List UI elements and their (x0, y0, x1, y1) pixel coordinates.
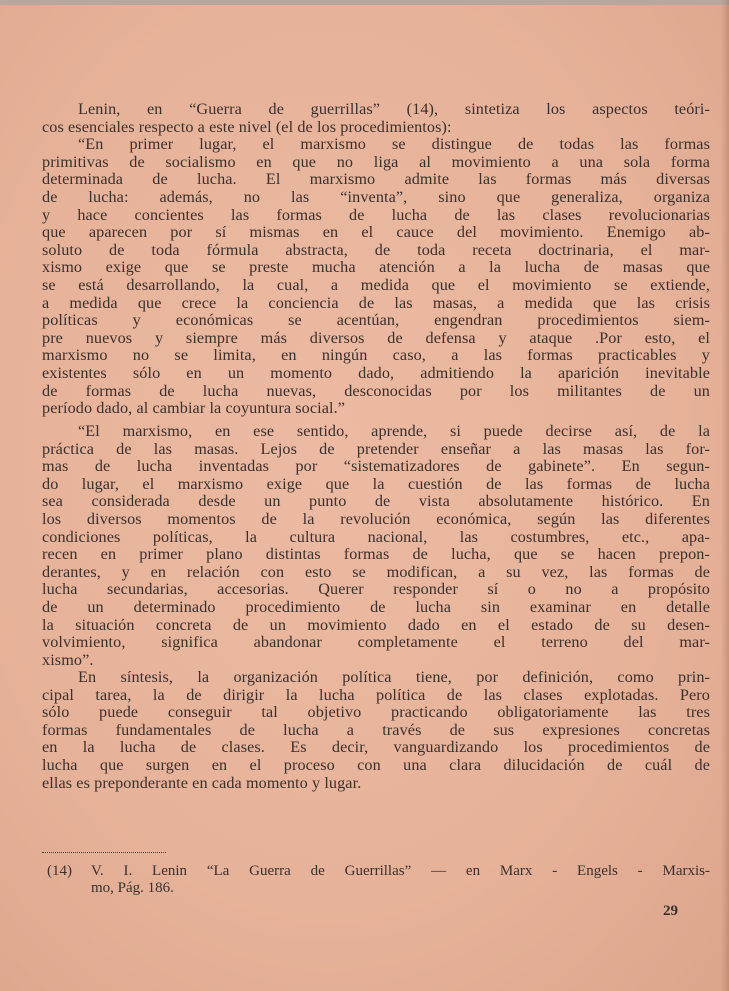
text-line: práctica de las masas. Lejos de pretender enseñar a las masas las for- (42, 439, 710, 458)
text-line: “El marxismo, en ese sentido, aprende, si puede decirse así, de la (78, 422, 710, 440)
text-line: período dado, al cambiar la coyuntura social.” (42, 399, 346, 418)
text-line: cos esenciales respecto a este nivel (el de los procedimientos): (42, 117, 452, 136)
text-line: pre nuevos y siempre más diversos de defensa y ataque .Por esto, el (42, 328, 710, 347)
text-line: y hace concientes las formas de lucha de las clases revolucionarias (42, 205, 710, 224)
text-line: xismo”. (42, 650, 94, 669)
text-line: xismo exige que se preste mucha atención a la lucha de masas que (42, 258, 710, 277)
text-line: formas fundamentales de lucha a través de sus expresiones concretas (42, 720, 710, 739)
text-line: lucha secundarias, accesorias. Querer responder sí o no a propósito (42, 580, 710, 599)
text-line: “En primer lugar, el marxismo se distingue de todas las formas (78, 135, 710, 154)
text-line: la situación concreta de un movimiento dado en el estado de su desen- (42, 615, 710, 634)
text-line: condiciones políticas, la cultura nacional, las costumbres, etc., apa- (42, 527, 710, 546)
footnote-line: mo, Pág. 186. (91, 880, 174, 896)
text-line: mas de lucha inventadas por “sistematizadores de gabinete”. En segun- (42, 457, 710, 476)
text-line: de un determinado procedimiento de lucha sin examinar en detalle (42, 597, 710, 616)
paragraph-marxism-learns (42, 423, 710, 669)
text-line: derantes, y en relación con esto se modifican, a su vez, las formas de (42, 562, 710, 581)
text-line: do lugar, el marxismo exige que la cuestión de las formas de lucha (42, 474, 710, 493)
footnote-line: V. I. Lenin “La Guerra de Guerrillas” — en Marx - Engels - Marxis- (91, 863, 710, 879)
text-line: lucha que surgen en el proceso con una clara dilucidación de cuál de (42, 755, 710, 774)
text-line: marxismo no se limita, en ningún caso, a las formas practicables y (42, 346, 710, 365)
text-line: políticas y económicas se acentúan, engendran procedimientos siem- (42, 311, 710, 330)
text-line: se está desarrollando, la cual, a medida que el movimiento se extiende, (42, 275, 710, 294)
text-line: sea considerada desde un punto de vista absolutamente histórico. En (42, 492, 710, 511)
text-line: cipal tarea, la de dirigir la lucha política de las clases explotadas. Pero (42, 685, 710, 704)
text-line: a medida que crece la conciencia de las masas, a medida que las crisis (42, 293, 710, 312)
text-line: en la lucha de clases. Es decir, vanguardizando los procedimientos de (42, 738, 710, 757)
paragraph-lenin-quote-intro (42, 101, 710, 418)
scan-right-edge (721, 0, 729, 991)
text-line: En síntesis, la organización política tiene, por definición, como prin- (78, 668, 710, 686)
text-line: de formas de lucha nuevas, desconocidas por los militantes de un (42, 381, 710, 400)
text-line: Lenin, en “Guerra de guerrillas” (14), sintetiza los aspectos teóri- (78, 100, 710, 118)
scan-top-edge (0, 0, 729, 5)
paragraph-synthesis (42, 669, 710, 792)
text-line: recen en primer plano distintas formas de lucha, que se hacen prepon- (42, 545, 710, 564)
text-line: existentes sólo en un momento dado, admitiendo la aparición inevitable (42, 363, 710, 382)
page-number: 29 (663, 903, 678, 919)
text-line: sólo puede conseguir tal objetivo practicando obligatoriamente las tres (42, 703, 710, 722)
text-line: los diversos momentos de la revolución económica, según las diferentes (42, 509, 710, 528)
text-line: determinada de lucha. El marxismo admite las formas más diversas (42, 170, 710, 189)
footnote-number: (14) (47, 863, 72, 879)
text-line: primitivas de socialismo en que no liga al movimiento a una sola forma (42, 152, 710, 171)
text-line: volvimiento, significa abandonar completamente el terreno del mar- (42, 633, 710, 652)
footnote-separator (42, 852, 166, 853)
text-line: soluto de toda fórmula abstracta, de toda receta doctrinaria, el mar- (42, 240, 710, 259)
text-line: de lucha: además, no las “inventa”, sino que generaliza, organiza (42, 187, 710, 206)
text-line: que aparecen por sí mismas en el cauce del movimiento. Enemigo ab- (42, 223, 710, 242)
text-line: ellas es preponderante en cada momento y lugar. (42, 773, 362, 792)
